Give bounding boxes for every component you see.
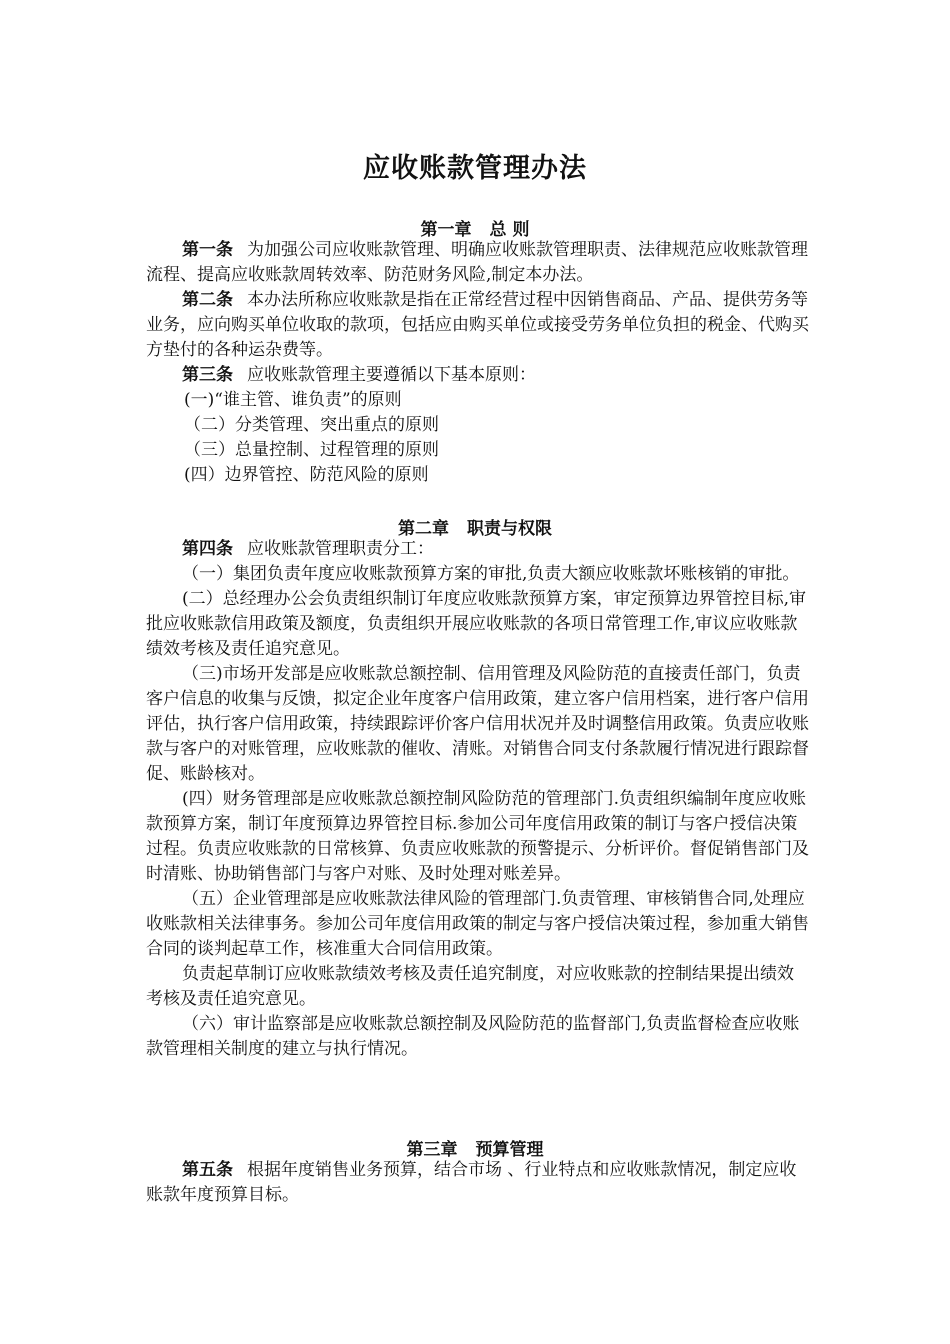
article-3-item-2: （二）分类管理、突出重点的原则 xyxy=(184,415,439,435)
chapter-3-label: 第三章 xyxy=(406,1140,458,1160)
article-4 xyxy=(146,537,810,562)
article-1-text: 为加强公司应收账款管理、明确应收账款管理职责、法律规范应收账款管理流程、提高应收账款周转效率、防范财务风险,制定本办法。 xyxy=(146,240,808,285)
chapter-3-heading xyxy=(0,1135,950,1160)
chapter-1-name: 总 则 xyxy=(489,220,530,240)
article-5-label: 第五条 xyxy=(182,1160,233,1180)
chapter-3-name: 预算管理 xyxy=(475,1140,544,1160)
article-2 xyxy=(146,288,810,363)
article-3-text: 应收账款管理主要遵循以下基本原则： xyxy=(247,365,536,385)
article-5 xyxy=(146,1158,810,1208)
article-4-para-5: （五）企业管理部是应收账款法律风险的管理部门.负责管理、审核销售合同,处理应收账款相关法律事务。参加公司年度信用政策的制定与客户授信决策过程，参加重大销售合同的谈判起草工作，核准重大合同信用政策。 xyxy=(146,889,809,959)
chapter-1-heading xyxy=(0,215,950,240)
article-4-para-7: （六）审计监察部是应收账款总额控制及风险防范的监督部门,负责监督检查应收账款管理相关制度的建立与执行情况。 xyxy=(146,1014,800,1059)
chapter-1-label: 第一章 xyxy=(420,220,472,240)
article-1-label: 第一条 xyxy=(182,240,233,260)
article-2-text: 本办法所称应收账款是指在正常经营过程中因销售商品、产品、提供劳务等业务，应向购买单位收取的款项，包括应由购买单位或接受劳务单位负担的税金、代购买方垫付的各种运杂费等。 xyxy=(146,290,809,360)
document-title: 应收账款管理办法 xyxy=(363,153,587,184)
article-3-item-4: (四）边界管控、防范风险的原则 xyxy=(184,465,429,485)
article-3-item-3: （三）总量控制、过程管理的原则 xyxy=(184,440,439,460)
chapter-2-body xyxy=(146,537,810,1062)
article-4-para-2: (二）总经理办公会负责组织制订年度应收账款预算方案，审定预算边界管控目标,审批应收账款信用政策及额度，负责组织开展应收账款的各项日常管理工作,审议应收账款绩效考核及责任追究意见。 xyxy=(146,589,807,659)
chapter-2-heading xyxy=(0,514,950,539)
article-4-text: 应收账款管理职责分工： xyxy=(247,539,434,559)
article-4-para-1: （一）集团负责年度应收账款预算方案的审批,负责大额应收账款坏账核销的审批。 xyxy=(182,564,800,584)
chapter-2-name: 职责与权限 xyxy=(467,519,552,539)
article-5-text: 根据年度销售业务预算，结合市场 、行业特点和应收账款情况，制定应收账款年度预算目标。 xyxy=(146,1160,797,1205)
article-4-para-6: 负责起草制订应收账款绩效考核及责任追究制度，对应收账款的控制结果提出绩效考核及责任追究意见。 xyxy=(146,964,794,1009)
article-1 xyxy=(146,238,810,288)
article-2-label: 第二条 xyxy=(182,290,233,310)
article-3-label: 第三条 xyxy=(182,365,233,385)
chapter-2-label: 第二章 xyxy=(398,519,449,539)
article-3-item-1: (一)“谁主管、谁负责”的原则 xyxy=(184,390,402,410)
article-4-para-4: (四）财务管理部是应收账款总额控制风险防范的管理部门.负责组织编制年度应收账款预算方案，制订年度预算边界管控目标.参加公司年度信用政策的制订与客户授信决策过程。负责应收账款的日常核算、负责应收账款的预警提示、分析评价。督促销售部门及时清账、协助销售部门与客户对账、及时处理对账差异。 xyxy=(146,789,809,884)
article-3 xyxy=(146,363,810,388)
article-4-label: 第四条 xyxy=(182,539,233,559)
chapter-3-body xyxy=(146,1158,810,1208)
chapter-1-body xyxy=(146,238,810,488)
article-4-para-3: （三)市场开发部是应收账款总额控制、信用管理及风险防范的直接责任部门，负责客户信息的收集与反馈，拟定企业年度客户信用政策，建立客户信用档案，进行客户信用评估，执行客户信用政策，持续跟踪评价客户信用状况并及时调整信用政策。负责应收账款与客户的对账管理，应收账款的催收、清账。对销售合同支付条款履行情况进行跟踪督促、账龄核对。 xyxy=(146,664,809,784)
